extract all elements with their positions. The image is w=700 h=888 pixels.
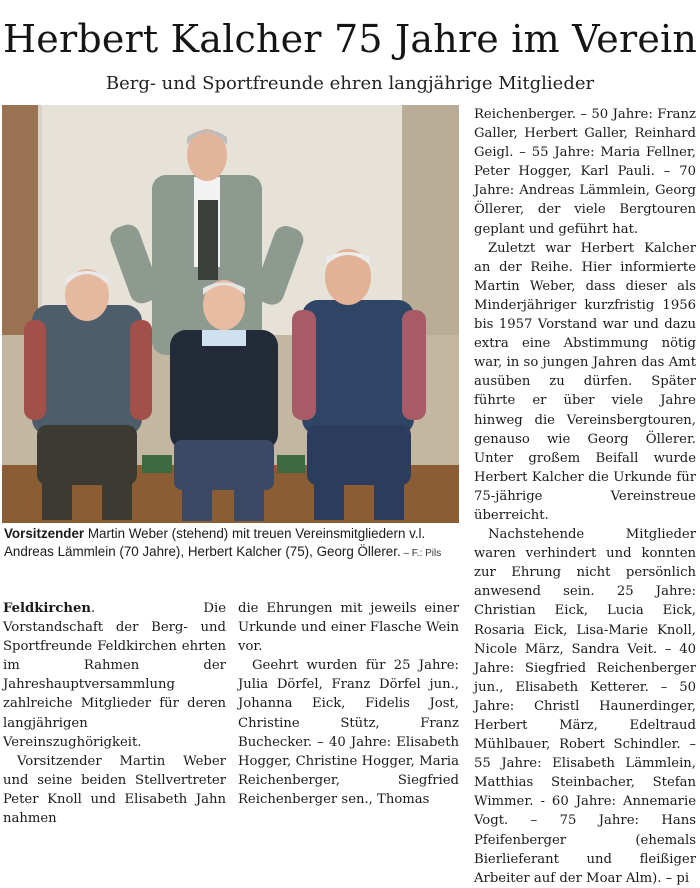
subheadline: Berg- und Sportfreunde ehren langjährige Mitglieder	[105, 73, 595, 94]
paragraph: Vorsitzender Martin Weber und seine beiden Stellvertreter Peter Knoll und Elisabeth Jahn nahmen	[3, 753, 226, 827]
paragraph: die Ehrungen mit jeweils einer Urkunde und einer Flasche Wein vor.	[238, 601, 459, 655]
photo-caption	[4, 525, 460, 563]
headline: Herbert Kalcher 75 Jahre im Verein	[2, 17, 698, 61]
paragraph-text: Nachstehende Mitglieder waren verhindert und konnten zur Ehrung nicht persönlich anwesend sein. 25 Jahre: Christian Eick, Lucia Eick, Rosaria Eick, Lisa-Marie Knoll, Nicole März, Sandra Veit. – 40 Jahre: Siegfried Reichenberger jun., Elisabeth Ketterer. – 50 Jahre: Christl Haunerdinger, Herbert März, Edeltraud Mühlbauer, Robert Schindler. – 55 Jahre: Elisabeth Lämmlein, Matthias Steinbacher, Stefan Wimmer. - 60 Jahre: Annemarie Vogt. – 75 Jahre: Hans Pfeifenberger (ehemals Bierlieferant und fleißiger Arbeiter auf der Moar Alm).	[474, 527, 696, 886]
paragraph: Geehrt wurden für 25 Jahre: Julia Dörfel, Franz Dörfel jun., Johanna Eick, Fidelis Jost, Christine Stütz, Franz Buchecker. – 40 Jahre: Elisabeth Hogger, Christine Hogger, Maria Reichenberger, Siegfried Reichenberger sen., Thomas	[238, 658, 459, 807]
photo-credit: – F.: Pils	[400, 548, 442, 559]
article-photo	[2, 105, 459, 523]
article-column-3	[474, 105, 696, 888]
paragraph: Zuletzt war Herbert Kalcher an der Reihe. Hier informierte Martin Weber, dass dieser als Minderjähriger kurzfristig 1956 bis 1957 Vorstand war und dazu extra eine Abstimmung nötig war, in so jungen Jahren das Amt ausüben zu dürfen. Später führte er über viele Jahre hinweg die Vereinsbergtouren, genauso wie Georg Öllerer. Unter großem Beifall wurde Herbert Kalcher die Urkunde für 75-jährige Vereinstreue überreicht.	[474, 240, 696, 523]
paragraph: Reichenberger. – 50 Jahre: Franz Galler, Herbert Galler, Reinhard Geigl. – 55 Jahre: Maria Fellner, Peter Hogger, Karl Pauli. – 70 Jahre: Andreas Lämmlein, Georg Öllerer, der viele Bergtouren geplant und geführt hat.	[474, 107, 696, 237]
dateline: Feldkirchen	[3, 601, 91, 616]
paragraph-text: . Die Vorstandschaft der Berg- und Sportfreunde Feldkirchen ehrten im Rahmen der Jahreshauptversammlung zahlreiche Mitglieder für deren langjährigen Vereinszughörigkeit.	[3, 601, 226, 750]
group-photo-illustration	[2, 105, 459, 523]
article-column-2	[238, 599, 459, 809]
author-signoff: – pi	[661, 870, 690, 886]
caption-lead: Vorsitzender	[4, 526, 85, 541]
caption-text: Martin Weber (stehend) mit treuen Vereinsmitgliedern v.l. Andreas Lämmlein (70 Jahre), Herbert Kalcher (75), Georg Öllerer.	[4, 526, 426, 559]
paragraph	[3, 599, 226, 752]
paragraph	[474, 525, 696, 888]
article-column-1	[3, 599, 226, 828]
